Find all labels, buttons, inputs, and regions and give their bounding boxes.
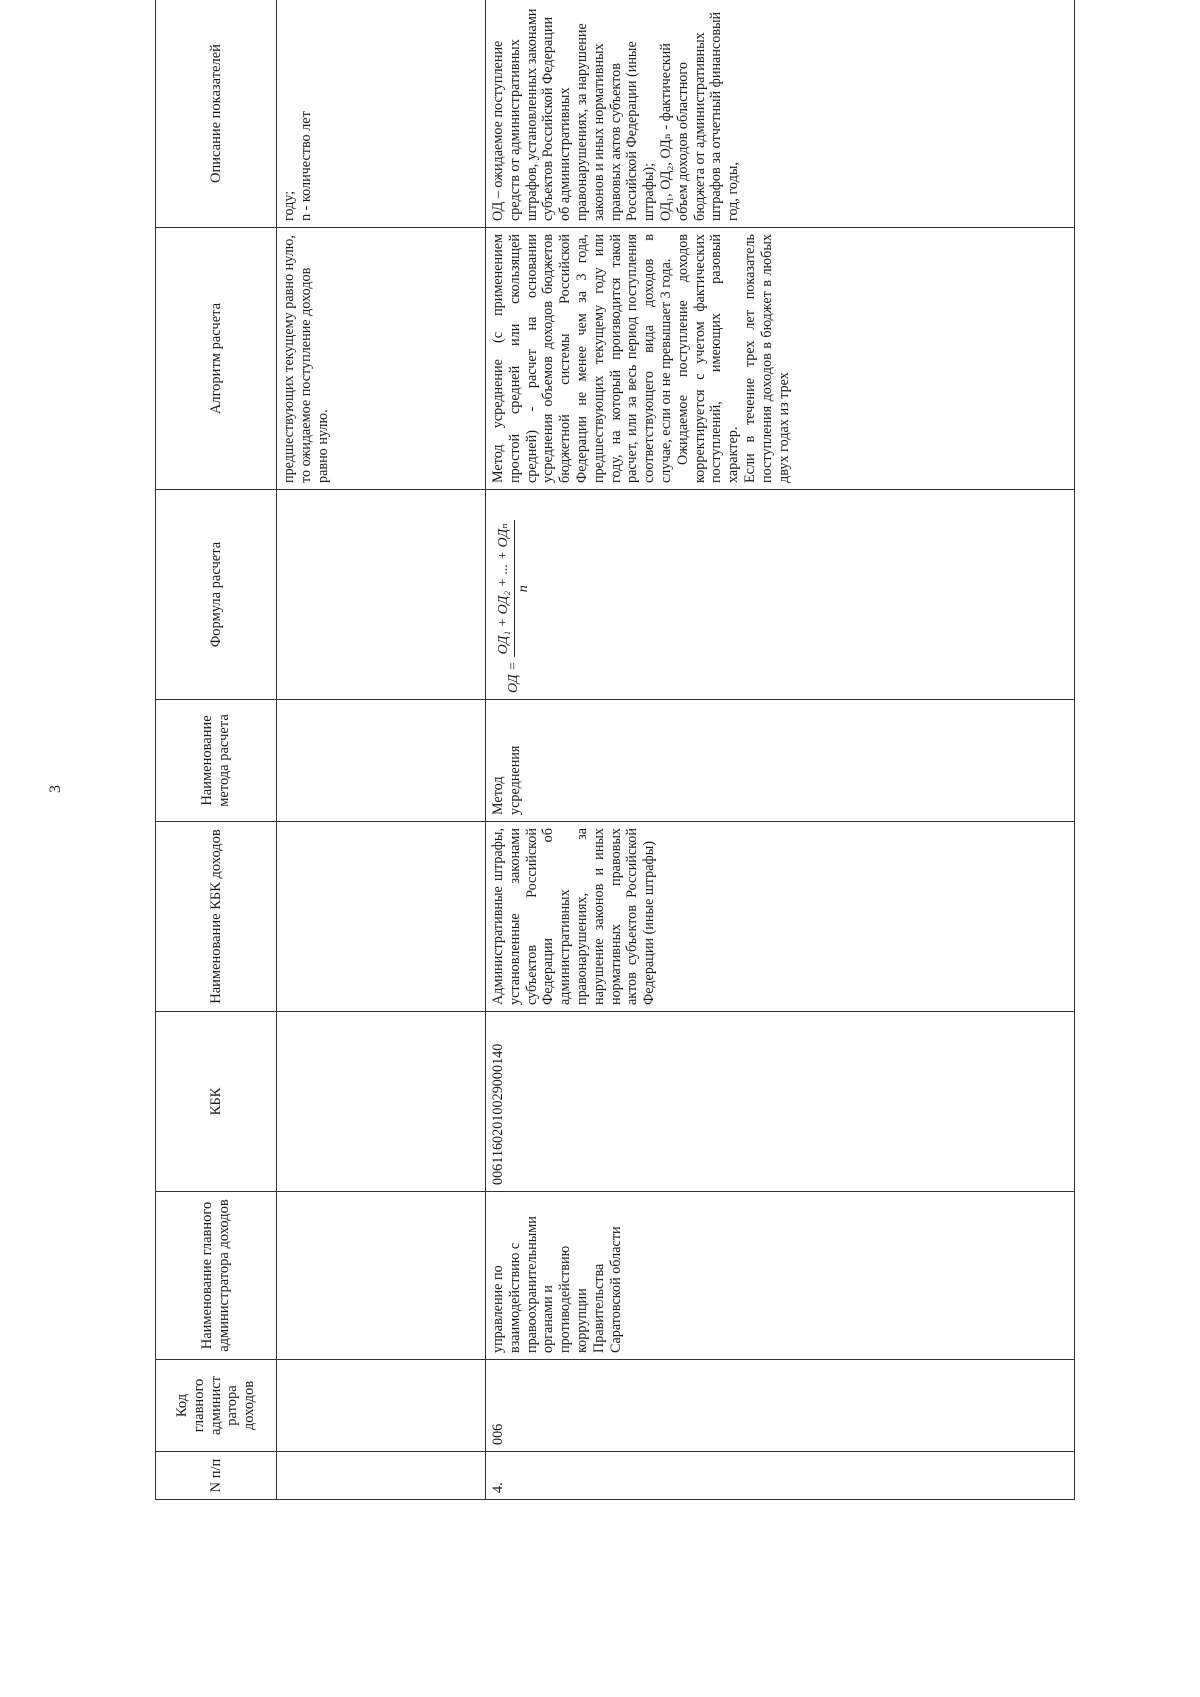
cell-description-continuation (277, 0, 486, 228)
formula-fraction (496, 520, 533, 657)
header-kbk: КБК (156, 1012, 277, 1192)
formula-denominator: n (515, 585, 531, 593)
header-formula: Формула расчета (156, 490, 277, 700)
cell-empty (277, 1192, 486, 1360)
cell-num: 4. (486, 1452, 1075, 1500)
header-admin: Наименование главного администратора доходов (156, 1192, 277, 1360)
description-paragraph-2: ОД₁, ОД₂, ОДₙ - фактический объем доходов областного бюджета от административных штрафов за отчетный финансовый год, годы, (657, 11, 742, 221)
formula (490, 496, 533, 693)
cell-formula (486, 490, 1075, 700)
cell-code: 006 (486, 1360, 1075, 1452)
header-algorithm: Алгоритм расчета (156, 228, 277, 490)
revenue-calculation-table (155, 0, 1075, 1500)
header-kbk-name: Наименование КБК доходов (156, 822, 277, 1012)
header-num: N п/п (156, 1452, 277, 1500)
cell-kbk: 00611602010029000140 (486, 1012, 1075, 1192)
cell-empty (277, 490, 486, 700)
formula-numerator: ОД₁ + ОД₂ + ... + ОДₙ (496, 520, 515, 657)
header-method: Наименование метода расчета (156, 700, 277, 822)
cell-empty (277, 1452, 486, 1500)
description-continuation-line1: году; (281, 190, 297, 221)
header-description: Описание показателей (156, 0, 277, 228)
cell-empty (277, 822, 486, 1012)
header-code: Код главного админист ратора доходов (156, 1360, 277, 1452)
cell-empty (277, 1360, 486, 1452)
description-continuation-line2: n - количество лет (297, 111, 314, 221)
description-paragraph-1: ОД – ожидаемое поступление средств от административных штрафов, установленных законами субъектов Российской Федерации об административных правонарушениях, за нарушение законов и иных нормативных правовых актов субъектов Российской Федерации (иные штрафы); (490, 8, 658, 221)
table-row (486, 0, 1075, 1500)
cell-algorithm-continuation: предшествующих текущему равно нулю, то ожидаемое поступление доходов равно нулю. (277, 228, 486, 490)
algorithm-paragraph-2: Ожидаемое поступление доходов корректируется с учетом фактических поступлений, имеющих разовый характер. (674, 234, 742, 483)
cell-description (486, 0, 1075, 228)
algorithm-paragraph-1: Метод усреднение (с применением простой средней или скользящей средней) - расчет на основании усреднения объемов доходов бюджетов бюджетной системы Российской Федерации не менее чем за 3 года, предшествующих текущему году или году, на который производится такой расчет, или за весь период поступления соответствующего вида доходов в случае, если он не превышает 3 года. (490, 234, 674, 483)
cell-empty (277, 700, 486, 822)
cell-admin: управление по взаимодействию с правоохранительными органами и противодействию коррупции Правительства Саратовской области (486, 1192, 1075, 1360)
table-row-continuation (277, 0, 486, 1500)
rotated-table-page (155, 0, 1085, 1500)
algorithm-paragraph-3: Если в течение трех лет показатель поступления доходов в бюджет в любых двух годах из трех (741, 234, 792, 483)
cell-empty (277, 1012, 486, 1192)
table-header-row (156, 0, 277, 1500)
page-number: 3 (47, 785, 64, 793)
cell-algorithm (486, 228, 1075, 490)
cell-kbk-name: Административные штрафы, установленные законами субъектов Российской Федерации об административных правонарушениях, за нарушение законов и иных нормативных правовых актов субъектов Российской Федерации (иные штрафы) (486, 822, 1075, 1012)
formula-lhs: ОД = (505, 661, 521, 693)
cell-method: Метод усреднения (486, 700, 1075, 822)
